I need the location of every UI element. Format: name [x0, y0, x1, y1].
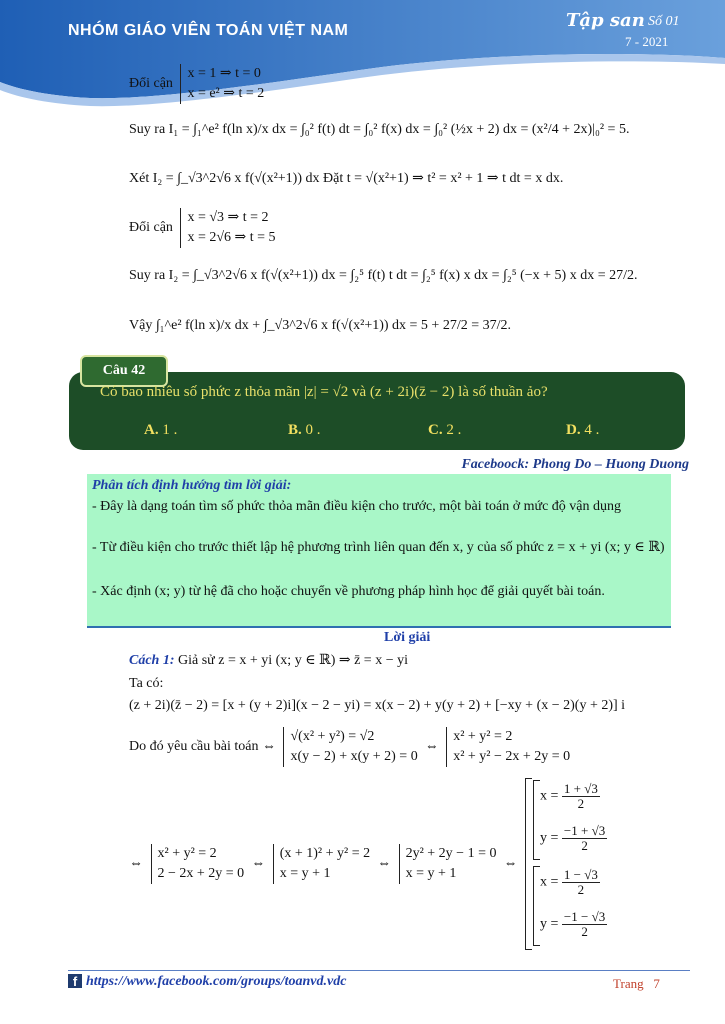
requirement-line [129, 727, 570, 767]
root-den: 2 [581, 924, 588, 939]
page-label: Trang [613, 976, 644, 991]
footer-link[interactable]: https://www.facebook.com/groups/toanvd.vdc [86, 974, 347, 989]
solution-step [129, 652, 408, 669]
root-num: −1 − √3 [563, 909, 606, 924]
root-var: y = [540, 830, 559, 846]
roots-brace [533, 780, 540, 860]
system-row: x² + y² − 2x + 2y = 0 [453, 749, 571, 764]
option-value: 0 . [305, 422, 321, 438]
analysis-paragraph: - Đây là dạng toán tìm số phức thỏa mãn điều kiện cho trước, một bài toán ở mức độ vận dụng [92, 499, 622, 514]
system-row: √(x² + y²) = √2 [290, 729, 375, 744]
system [273, 844, 370, 884]
bounds-system [180, 208, 275, 248]
system-row: 2 − 2x + 2y = 0 [157, 866, 245, 881]
facebook-credit: Faceboock: Phong Do – Huong Duong [461, 457, 689, 472]
root-num: −1 + √3 [563, 823, 606, 838]
system [283, 727, 417, 767]
system-row: x² + y² = 2 [157, 846, 217, 861]
issue-number: Số 01 [648, 14, 680, 29]
question-tag: Câu 42 [80, 355, 168, 387]
system-row: (x + 1)² + y² = 2 [279, 846, 371, 861]
formula-line: Suy ra I₂ = ∫_√3^2√6 x f(√(x²+1)) dx = ∫₂⁵ f(t) t dt = ∫₂⁵ f(x) x dx = ∫₂⁵ (−x + 5) x dx = 27/2. [129, 268, 638, 283]
roots-brace [533, 866, 540, 946]
root-row [540, 910, 607, 939]
option-a [144, 422, 177, 439]
root-var: y = [540, 916, 559, 932]
equivalence-chain [129, 844, 517, 884]
group-name: NHÓM GIÁO VIÊN TOÁN VIỆT NAM [68, 22, 349, 39]
root-row [540, 782, 600, 811]
solution-title: Lời giải [384, 630, 431, 645]
root-fraction [562, 910, 607, 939]
bounds-row: x = 1 ⇒ t = 0 [187, 66, 261, 81]
equiv-symbol: ⇔ [251, 856, 266, 872]
requirement-label: Do đó yêu cầu bài toán ⇔ [129, 739, 276, 755]
magazine-name: Tập san [566, 10, 645, 31]
step-text: Giả sử z = x + yi (x; y ∈ ℝ) ⇒ z̄ = x − yi [178, 653, 408, 668]
equiv-symbol: ⇔ [129, 856, 143, 872]
equiv-symbol: ⇔ [503, 856, 518, 872]
system-row: 2y² + 2y − 1 = 0 [405, 846, 497, 861]
footer-divider [68, 970, 690, 971]
bounds-row: x = e² ⇒ t = 2 [187, 86, 265, 101]
bounds-label: Đổi cận [129, 76, 173, 92]
question-text: Có bao nhiêu số phức z thỏa mãn |z| = √2 và (z + 2i)(z̄ − 2) là số thuần ảo? [100, 384, 548, 400]
system [446, 727, 570, 767]
analysis-title: Phân tích định hướng tìm lời giải: [92, 478, 292, 493]
option-value: 2 . [446, 422, 462, 438]
bounds-row: x = 2√6 ⇒ t = 5 [187, 230, 276, 245]
root-den: 2 [581, 838, 588, 853]
bounds-label: Đổi cận [129, 220, 173, 236]
facebook-icon: f [68, 974, 82, 988]
option-value: 4 . [584, 422, 600, 438]
system-row: x = y + 1 [405, 866, 457, 881]
analysis-paragraph: - Xác định (x; y) từ hệ đã cho hoặc chuyển về phương pháp hình học để giải quyết bài toán. [92, 584, 605, 599]
option-key: C. [428, 422, 443, 438]
solution-step: (z + 2i)(z̄ − 2) = [x + (y + 2)i](x − 2 − yi) = x(x − 2) + y(y + 2) + [−xy + (x − 2)(y + 2)] i [129, 698, 626, 713]
root-den: 2 [577, 796, 585, 811]
system [151, 844, 245, 884]
root-var: x = [540, 788, 559, 804]
analysis-paragraph: - Từ điều kiện cho trước thiết lập hệ phương trình liên quan đến x, y của số phức z = x + yi (x; y ∈ ℝ) [92, 540, 665, 555]
option-b [288, 422, 321, 439]
root-fraction [562, 868, 600, 897]
equiv-symbol: ⇔ [424, 739, 439, 755]
bounds-row: x = √3 ⇒ t = 2 [187, 210, 269, 225]
root-num: 1 − √3 [563, 867, 598, 882]
system-row: x = y + 1 [279, 866, 331, 881]
option-key: B. [288, 422, 302, 438]
root-row [540, 824, 607, 853]
option-value: 1 . [162, 422, 178, 438]
formula-line: Xét I₂ = ∫_√3^2√6 x f(√(x²+1)) dx Đặt t = √(x²+1) ⇒ t² = x² + 1 ⇒ t dt = x dx. [129, 171, 564, 186]
root-fraction [562, 824, 607, 853]
issue-date: 7 - 2021 [625, 34, 669, 49]
bounds-change-1 [129, 64, 264, 104]
equiv-symbol: ⇔ [377, 856, 392, 872]
option-key: A. [144, 422, 159, 438]
method-label: Cách 1: [129, 653, 175, 668]
formula-line: Vậy ∫₁^e² f(ln x)/x dx + ∫_√3^2√6 x f(√(x²+1)) dx = 5 + 27/2 = 37/2. [129, 318, 512, 333]
option-key: D. [566, 422, 581, 438]
root-row [540, 868, 600, 897]
option-d [566, 422, 599, 439]
bounds-change-2 [129, 208, 276, 248]
formula-line: Suy ra I₁ = ∫₁^e² f(ln x)/x dx = ∫₀² f(t) dt = ∫₀² f(x) dx = ∫₀² (½x + 2) dx = (x²/4 + 2x)|₀² = 5. [129, 122, 630, 137]
root-num: 1 + √3 [563, 781, 598, 796]
page-number [613, 976, 660, 992]
bounds-system [180, 64, 264, 104]
system-row: x² + y² = 2 [453, 729, 513, 744]
root-fraction [562, 782, 600, 811]
root-den: 2 [577, 882, 585, 897]
system [399, 844, 497, 884]
roots-bracket [525, 778, 532, 950]
root-var: x = [540, 874, 559, 890]
system-row: x(y − 2) + x(y + 2) = 0 [290, 749, 418, 764]
option-c [428, 422, 461, 439]
solution-step: Ta có: [129, 676, 164, 691]
page-value: 7 [653, 976, 660, 991]
